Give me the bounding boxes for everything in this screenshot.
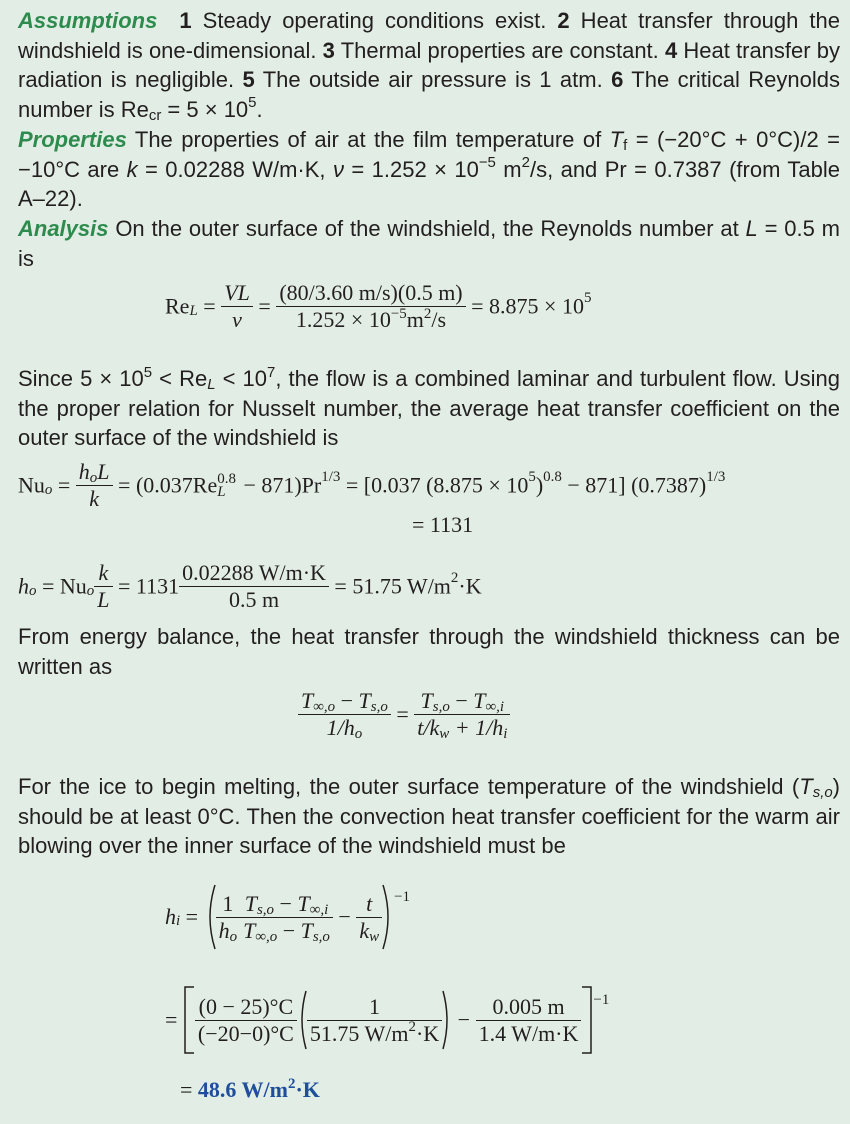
text: For the ice to begin melting, the outer surface temperature of the windshield ( (18, 774, 800, 799)
eq-part: = Nu (36, 573, 87, 599)
superscript: 1/3 (321, 469, 341, 486)
subscript: s,o (432, 699, 450, 716)
fraction (298, 688, 391, 741)
subscript: i (176, 913, 181, 930)
eq-lhs: h (165, 904, 176, 929)
numerator: 0.005 m (476, 994, 582, 1021)
den-part: m (406, 307, 424, 332)
eq-part: = (0.037Re (112, 472, 218, 498)
numerator: 1 (216, 891, 240, 918)
properties-paragraph (18, 125, 840, 214)
analysis-text: = 0.5 m is (18, 216, 840, 271)
numerator (240, 891, 333, 918)
eq-lhs: h (18, 573, 29, 599)
nusselt-equation (18, 459, 725, 512)
eq-part: − 871] (0.7387) (561, 472, 707, 498)
fraction (276, 280, 465, 333)
operator: − (452, 1007, 476, 1032)
den-part: 51.75 W/m (309, 1020, 409, 1046)
result-unit: ·K (295, 1077, 320, 1102)
symbol: + 1/h (449, 715, 504, 740)
subscript: o (89, 470, 98, 487)
eq-sign: = (197, 293, 222, 319)
symbol: T (609, 127, 624, 152)
eq-part: = [0.037 (8.875 × 10 (340, 472, 529, 498)
eq-lhs: Nu (18, 472, 45, 498)
symbol: L (745, 216, 758, 241)
subscript: ∞,i (309, 901, 329, 918)
assumption-number: 6 (611, 67, 624, 92)
text: From energy balance, the heat transfer through the windshield thickness can be written as (18, 624, 840, 679)
subscript: o (86, 582, 95, 599)
superscript: 5 (248, 94, 257, 112)
numerator: t (356, 891, 382, 918)
eq-part: = 1131 (112, 573, 180, 599)
result-value (198, 1077, 320, 1102)
properties-text: = 1.252 × 10 (343, 156, 479, 182)
superscript: 0.8 (543, 469, 562, 486)
superscript: 2 (287, 1075, 296, 1092)
symbol: 1/h (326, 715, 355, 740)
numerator (298, 688, 391, 715)
denominator: 1.4 W/m·K (478, 1020, 579, 1046)
operator: − (277, 917, 301, 943)
text: Since 5 × 10 (18, 366, 144, 391)
stacked-scripts (217, 470, 236, 500)
operator: − (335, 688, 359, 713)
subscript: ∞,i (485, 699, 505, 716)
assumption-text: Thermal properties are constant. (334, 37, 665, 63)
assumption-text: Heat transfer by radiation is negligible. (18, 37, 840, 92)
assumption-text: . (256, 96, 263, 122)
symbol: t/k (417, 715, 440, 740)
analysis-heading: Analysis (18, 216, 109, 241)
superscript: 1/3 (706, 469, 726, 486)
subscript: L (217, 483, 226, 500)
subscript: cr (148, 106, 162, 124)
symbol: T (799, 774, 813, 799)
den-part: 1.252 × 10 (295, 307, 391, 332)
superscript: −1 (394, 889, 410, 906)
denominator: 0.5 m (228, 587, 280, 612)
text: < Re (152, 366, 208, 391)
denominator (414, 715, 510, 741)
hi-equation (165, 884, 410, 950)
subscript: ∞,o (255, 928, 278, 945)
superscript: 5 (143, 363, 153, 381)
den-part: ·K (415, 1020, 440, 1046)
symbol: T (473, 688, 486, 713)
properties-text: = (−20°C + 0°C)/2 = −10°C are (18, 127, 840, 182)
denominator: ν (232, 307, 242, 332)
subscript: w (439, 726, 450, 743)
eq-sign: = (52, 472, 76, 498)
denominator: (−20−0)°C (197, 1020, 294, 1046)
ice-melting-paragraph (18, 772, 840, 861)
eq-part: ) (535, 472, 544, 498)
denominator (276, 307, 465, 333)
fraction (414, 688, 510, 741)
fraction (179, 560, 329, 613)
operator: − (449, 688, 474, 713)
subscript: f (623, 137, 628, 155)
eq-sign: = (180, 904, 204, 929)
assumption-text: The outside air pressure is 1 atm. (254, 67, 612, 92)
analysis-text: On the outer surface of the windshield, the Reynolds number at (108, 216, 746, 241)
symbol: k (126, 156, 138, 182)
fraction (195, 994, 297, 1047)
superscript: 7 (267, 363, 276, 381)
denominator: L (97, 587, 110, 612)
operator: − (332, 904, 357, 929)
eq-sign: = (165, 1007, 178, 1032)
subscript: w (369, 928, 380, 945)
assumptions-heading: Assumptions (18, 8, 158, 33)
superscript: 5 (528, 469, 536, 486)
numerator: 1 (307, 994, 442, 1021)
subscript: o (229, 928, 238, 945)
assumption-number: 3 (322, 37, 335, 63)
subscript: o (354, 726, 363, 743)
assumption-number: 4 (664, 37, 678, 63)
numerator (414, 688, 510, 715)
eq-sign: = (180, 1077, 198, 1102)
subscript: L (189, 302, 198, 319)
symbol: L (97, 459, 110, 484)
symbol: T (301, 688, 314, 713)
subscript: s,o (312, 928, 330, 945)
eq-sign: = (252, 293, 277, 319)
eq-result: = 8.875 × 10 (465, 293, 584, 319)
subscript: i (503, 726, 508, 743)
superscript: 2 (423, 305, 432, 322)
text: , the flow is a combined laminar and turbulent flow. Using the proper relation for Nusselt number, the average heat transfer coefficient on the outer surface of the windshield is (18, 366, 841, 450)
final-result (180, 1077, 320, 1103)
numerator (76, 459, 113, 486)
symbol: T (420, 688, 433, 713)
eq-part: − 871)Pr (237, 472, 322, 498)
superscript: 0.8 (217, 470, 236, 487)
eq-sign: = (390, 701, 415, 727)
denominator (356, 918, 382, 944)
properties-text: The properties of air at the film temperature of (126, 127, 610, 152)
superscript: −1 (593, 992, 610, 1009)
assumption-number: 2 (557, 8, 570, 33)
subscript: ∞,o (313, 699, 336, 716)
fraction (356, 891, 382, 944)
symbol: T (244, 890, 257, 916)
symbol: T (358, 688, 371, 713)
subscript: o (44, 481, 53, 498)
eq-result: ·K (458, 573, 482, 599)
balance-equation (298, 688, 510, 741)
assumption-text: = 5 × 10 (161, 96, 249, 122)
subscript: s,o (812, 784, 833, 802)
symbol: ν (332, 156, 344, 182)
left-bracket-icon (183, 986, 195, 1054)
fraction (76, 459, 113, 512)
assumption-number: 5 (242, 67, 255, 92)
assumption-text: Steady operating conditions exist. (191, 8, 558, 33)
symbol: T (297, 890, 310, 916)
energy-balance-paragraph (18, 622, 840, 681)
eq-result: = 51.75 W/m (328, 573, 451, 599)
denominator (216, 918, 240, 944)
denominator: k (89, 486, 100, 511)
numerator: (80/3.60 m/s)(0.5 m) (276, 280, 465, 307)
numerator: k (94, 560, 112, 587)
result-number: 48.6 W/m (197, 1077, 288, 1102)
properties-text: m (495, 156, 522, 182)
text: ) should be at least 0°C. Then the convection heat transfer coefficient for the warm air blowing over the inner surface of the windshield must be (18, 774, 840, 858)
denominator (298, 715, 391, 741)
hi-numeric-equation (165, 986, 609, 1054)
fraction (307, 994, 442, 1047)
text: < 10 (215, 366, 267, 391)
superscript: 2 (408, 1019, 416, 1036)
numerator: VL (221, 280, 253, 307)
nusselt-result (412, 512, 473, 538)
right-bracket-icon (581, 986, 593, 1054)
numerator: 0.02288 W/m·K (179, 560, 329, 587)
denominator (240, 918, 333, 944)
fraction (476, 994, 582, 1047)
fraction (216, 891, 240, 944)
assumption-text: Heat transfer through the windshield is one-dimensional. (18, 8, 840, 63)
left-paren-icon (297, 990, 307, 1050)
properties-heading: Properties (18, 127, 127, 152)
subscript: s,o (370, 699, 388, 716)
assumptions-paragraph (18, 6, 840, 124)
analysis-paragraph (18, 214, 840, 273)
subscript: L (207, 376, 216, 394)
fraction (94, 560, 112, 613)
symbol: h (78, 459, 90, 484)
symbol: T (243, 917, 256, 943)
den-part: /s (431, 307, 447, 332)
operator: − (274, 890, 298, 916)
reynolds-equation (165, 280, 591, 333)
subscript: s,o (256, 901, 275, 918)
eq-lhs: Re (165, 293, 190, 319)
fraction (240, 891, 333, 944)
symbol: T (300, 917, 313, 943)
right-paren-icon (442, 990, 452, 1050)
assumption-number: 1 (179, 8, 192, 33)
right-paren-icon (382, 884, 394, 950)
properties-text: /s, and Pr = 0.7387 (from Table A–22). (18, 156, 840, 211)
numerator: (0 − 25)°C (195, 994, 297, 1021)
symbol: k (359, 917, 370, 943)
superscript: 5 (583, 290, 592, 307)
superscript: −5 (390, 305, 407, 322)
superscript: 2 (450, 570, 459, 587)
superscript: −5 (478, 154, 496, 172)
ho-equation (18, 560, 482, 613)
properties-text: = 0.02288 W/m·K, (137, 156, 333, 182)
eq-result: = 1131 (412, 512, 474, 537)
subscript: o (29, 582, 37, 599)
flow-regime-paragraph (18, 364, 840, 453)
denominator (307, 1021, 442, 1047)
left-paren-icon (204, 884, 216, 950)
symbol: h (218, 917, 230, 943)
superscript: 2 (521, 154, 530, 172)
assumption-text: The critical Reynolds number is Re (18, 67, 840, 122)
fraction (221, 280, 253, 333)
